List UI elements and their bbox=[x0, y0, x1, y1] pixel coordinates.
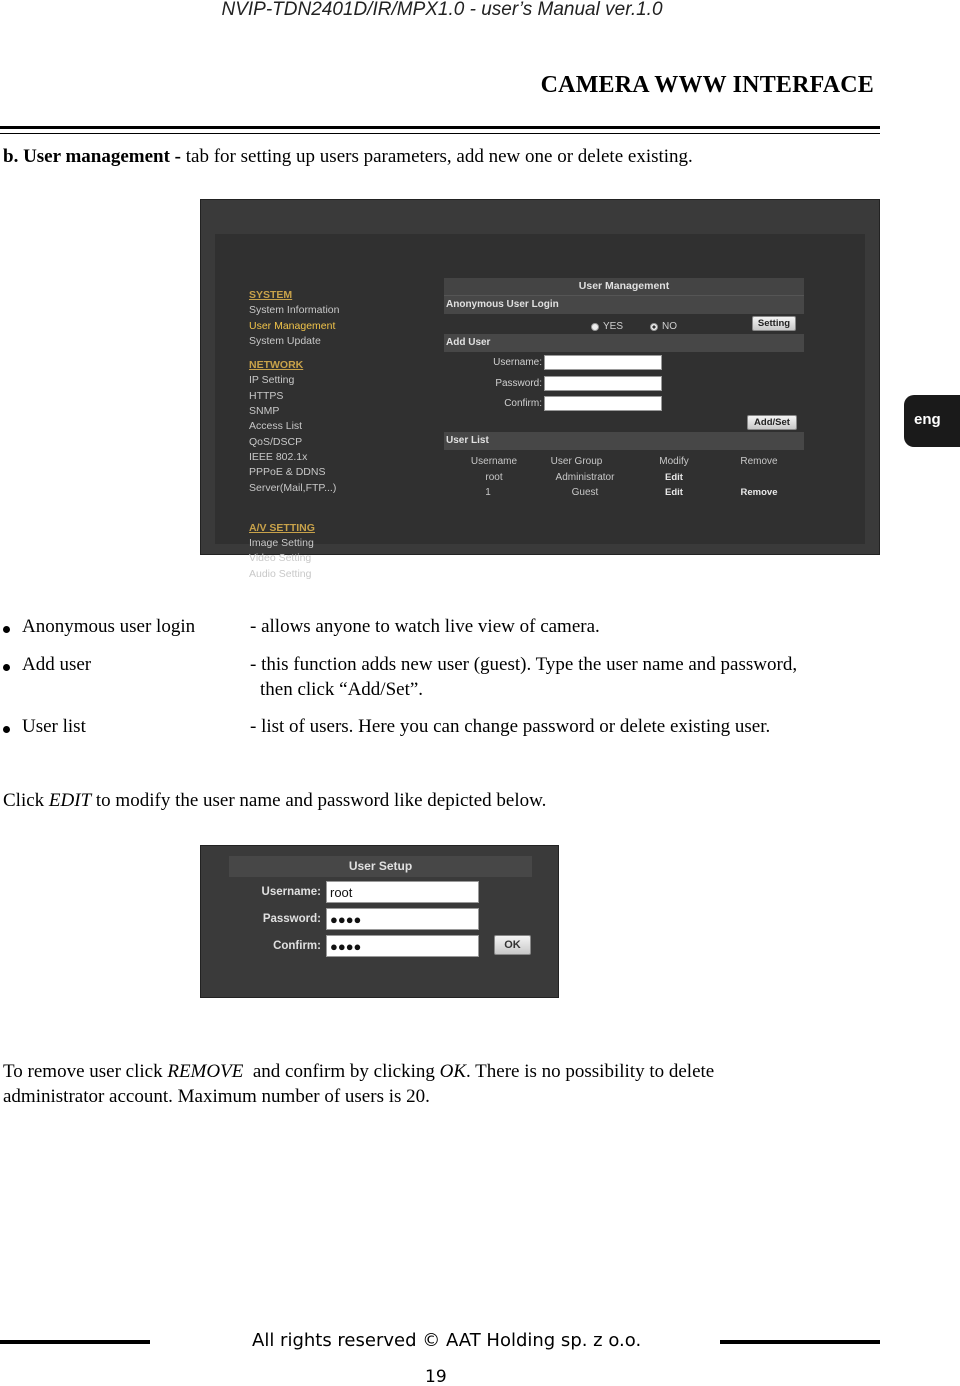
bullet-term: Anonymous user login bbox=[22, 616, 196, 637]
intro-paragraph bbox=[3, 146, 693, 168]
add-set-button[interactable]: Add/Set bbox=[747, 415, 797, 430]
para-text: . There is no possibility to delete bbox=[466, 1061, 715, 1082]
sidebar-heading-network[interactable]: NETWORK bbox=[249, 359, 304, 372]
setup-confirm-input[interactable]: ●●●● bbox=[326, 935, 479, 957]
para-text: and confirm by clicking bbox=[243, 1061, 440, 1082]
setup-password-label: Password: bbox=[262, 913, 321, 925]
sidebar-item-access-list[interactable]: Access List bbox=[249, 420, 303, 433]
sidebar-item-pppoe-ddns[interactable]: PPPoE & DDNS bbox=[249, 466, 326, 479]
ok-button[interactable]: OK bbox=[494, 935, 531, 955]
sidebar-item-user-management[interactable]: User Management bbox=[249, 319, 336, 332]
table-cell-username: 1 bbox=[485, 487, 491, 498]
bullet-desc: - list of users. Here you can change password or delete existing user. bbox=[250, 716, 771, 737]
bullet-desc-continued: then click “Add/Set”. bbox=[260, 679, 424, 700]
section-title: CAMERA WWW INTERFACE bbox=[540, 72, 874, 98]
remove-paragraph bbox=[3, 1061, 714, 1083]
radio-no-dot[interactable] bbox=[650, 323, 658, 331]
para-text: To remove user click bbox=[3, 1061, 168, 1082]
setup-username-input[interactable]: root bbox=[326, 881, 479, 903]
sidebar-item-https[interactable]: HTTPS bbox=[249, 389, 284, 402]
sidebar-item-system-update[interactable]: System Update bbox=[249, 334, 321, 347]
bullet-term: Add user bbox=[22, 654, 92, 675]
table-header-remove: Remove bbox=[740, 456, 778, 467]
para-emphasis: OK bbox=[439, 1061, 467, 1082]
setup-username-label: Username: bbox=[261, 886, 321, 898]
header-rule bbox=[0, 126, 880, 129]
para-emphasis: REMOVE bbox=[167, 1061, 244, 1082]
language-tab[interactable]: eng bbox=[904, 395, 960, 447]
sidebar-item-snmp[interactable]: SNMP bbox=[249, 405, 280, 418]
confirm-input[interactable] bbox=[544, 396, 662, 411]
user-management-panel bbox=[444, 278, 804, 578]
bullet-dot bbox=[3, 664, 10, 671]
setup-confirm-label: Confirm: bbox=[273, 940, 321, 952]
intro-text: tab for setting up users parameters, add new one or delete existing. bbox=[181, 146, 693, 167]
remove-link-guest[interactable]: Remove bbox=[740, 487, 778, 498]
bullet-desc: - this function adds new user (guest). Type the user name and password, bbox=[250, 654, 798, 675]
panel-title: User Management bbox=[444, 278, 804, 296]
setting-button[interactable]: Setting bbox=[752, 316, 796, 331]
sidebar-item-ip-setting[interactable]: IP Setting bbox=[249, 374, 295, 387]
radio-no-label: NO bbox=[662, 321, 677, 332]
table-header-user-group: User Group bbox=[550, 456, 603, 467]
password-label: Password: bbox=[495, 378, 542, 389]
radio-yes-label: YES bbox=[603, 321, 624, 332]
username-input[interactable] bbox=[544, 355, 662, 370]
remove-paragraph-line2: administrator account. Maximum number of users is 20. bbox=[3, 1086, 430, 1107]
sidebar-item-qos-dscp[interactable]: QoS/DSCP bbox=[249, 435, 303, 448]
bullet-dot bbox=[3, 626, 10, 633]
para-emphasis: EDIT bbox=[48, 790, 92, 811]
anonymous-login-bar: Anonymous User Login bbox=[444, 296, 804, 314]
bullet-dot bbox=[3, 726, 10, 733]
edit-paragraph bbox=[3, 790, 546, 812]
bullet-desc: - allows anyone to watch live view of camera. bbox=[250, 616, 600, 637]
table-cell-user-group: Guest bbox=[571, 487, 599, 498]
user-management-screenshot bbox=[200, 199, 880, 580]
sidebar-item-video-setting[interactable]: Video Setting bbox=[249, 552, 312, 565]
username-label: Username: bbox=[493, 357, 542, 368]
user-list-bar: User List bbox=[444, 432, 804, 450]
edit-link-guest[interactable]: Edit bbox=[665, 487, 683, 498]
add-user-bar: Add User bbox=[444, 334, 804, 352]
bullet-term: User list bbox=[22, 716, 86, 737]
sidebar-heading-system[interactable]: SYSTEM bbox=[249, 289, 293, 301]
edit-link-root[interactable]: Edit bbox=[665, 472, 683, 483]
table-header-username: Username bbox=[470, 456, 518, 467]
manual-title: NVIP-TDN2401D/IR/MPX1.0 - user’s Manual ver.1.0 bbox=[221, 0, 663, 20]
user-setup-title: User Setup bbox=[229, 856, 532, 877]
para-text: Click bbox=[3, 790, 49, 811]
table-cell-user-group: Administrator bbox=[555, 472, 615, 483]
sidebar-item-server[interactable]: Server(Mail,FTP...) bbox=[249, 481, 337, 494]
password-input[interactable] bbox=[544, 376, 662, 391]
footer-rule-right bbox=[720, 1340, 880, 1344]
footer-rule-left bbox=[0, 1340, 150, 1344]
header-rule-thin bbox=[0, 133, 880, 134]
para-text: to modify the user name and password like depicted below. bbox=[91, 790, 547, 811]
sidebar-item-system-information[interactable]: System Information bbox=[249, 304, 340, 317]
sidebar-item-audio-setting[interactable]: Audio Setting bbox=[249, 567, 312, 580]
radio-yes-dot[interactable] bbox=[591, 323, 599, 331]
sidebar bbox=[249, 288, 339, 582]
confirm-label: Confirm: bbox=[504, 398, 542, 409]
page-number: 19 bbox=[425, 1367, 447, 1386]
user-setup-screenshot bbox=[200, 845, 559, 998]
sidebar-item-ieee8021x[interactable]: IEEE 802.1x bbox=[249, 450, 308, 463]
setup-password-input[interactable]: ●●●● bbox=[326, 908, 479, 930]
table-header-modify: Modify bbox=[659, 456, 689, 467]
sidebar-item-image-setting[interactable]: Image Setting bbox=[249, 537, 314, 550]
radio-yes[interactable] bbox=[591, 321, 623, 332]
sidebar-heading-av-setting[interactable]: A/V SETTING bbox=[249, 521, 315, 534]
footer-rights: All rights reserved © AAT Holding sp. z o.o. bbox=[252, 1330, 642, 1351]
intro-prefix: b. User management - bbox=[3, 146, 182, 167]
radio-no[interactable] bbox=[650, 321, 677, 332]
table-cell-username: root bbox=[485, 472, 503, 483]
